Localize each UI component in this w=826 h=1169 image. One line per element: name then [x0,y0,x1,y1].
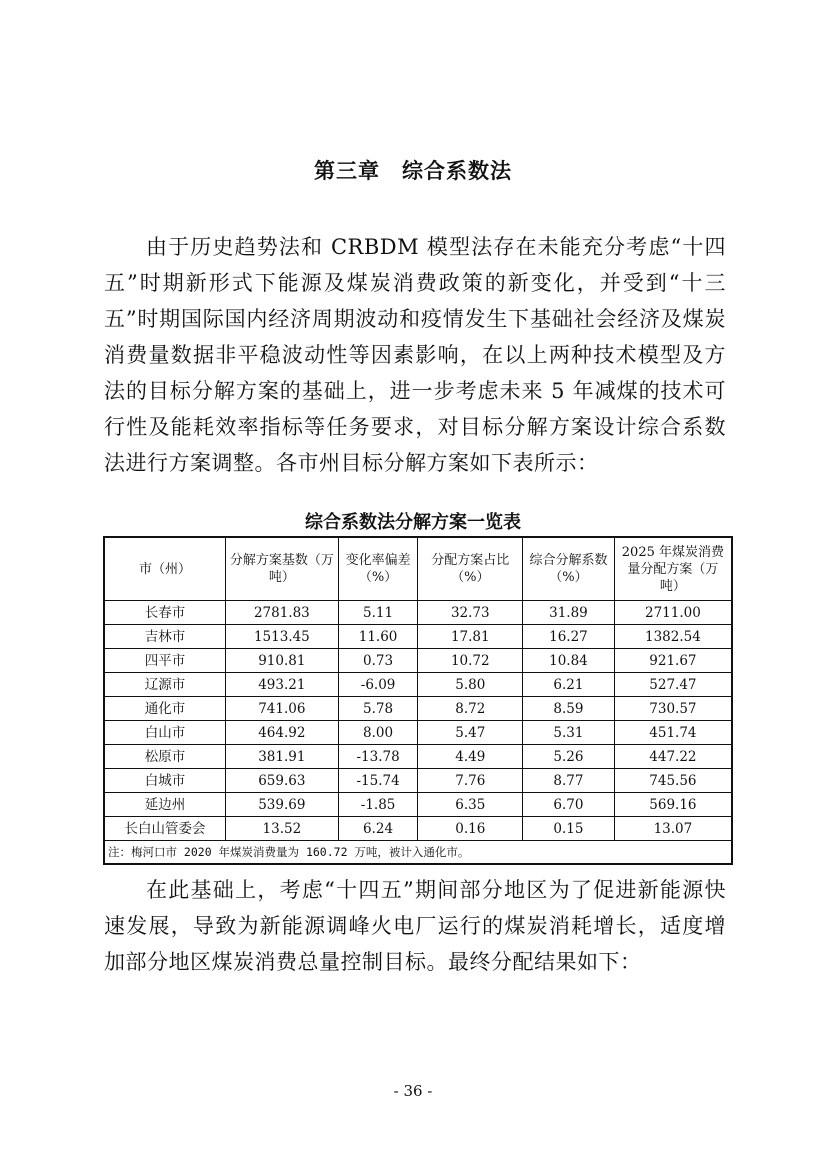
cell-allocation: 527.47 [614,673,732,697]
cell-coefficient: 16.27 [523,625,615,649]
cell-base: 2781.83 [226,601,339,625]
cell-share: 5.80 [418,673,523,697]
conclusion-paragraph: 在此基础上，考虑“十四五”期间部分地区为了促进新能源快速发展，导致为新能源调峰火电厂运行的煤炭消耗增长，适度增加部分地区煤炭消费总量控制目标。最终分配结果如下： [104,878,726,974]
table-row [104,673,732,697]
cell-share: 6.35 [418,793,523,817]
cell-city: 吉林市 [104,625,226,649]
cell-deviation: 8.00 [338,721,418,745]
cell-allocation: 921.67 [614,649,732,673]
cell-deviation: 5.78 [338,697,418,721]
cell-share: 32.73 [418,601,523,625]
cell-base: 493.21 [226,673,339,697]
cell-city: 辽源市 [104,673,226,697]
cell-city: 长白山管委会 [104,817,226,841]
table-row [104,721,732,745]
cell-coefficient: 8.77 [523,769,615,793]
page-number: - 36 - [393,1082,433,1100]
table-note: 注：梅河口市 2020 年煤炭消费量为 160.72 万吨，被计入通化市。 [104,841,732,865]
cell-base: 741.06 [226,697,339,721]
table-row [104,745,732,769]
cell-deviation: -1.85 [338,793,418,817]
cell-deviation: -13.78 [338,745,418,769]
table-row [104,625,732,649]
cell-allocation: 745.56 [614,769,732,793]
header-city: 市（州） [104,537,226,601]
cell-city: 白城市 [104,769,226,793]
cell-coefficient: 10.84 [523,649,615,673]
cell-share: 7.76 [418,769,523,793]
distribution-table [103,536,733,865]
table-row [104,649,732,673]
cell-allocation: 13.07 [614,817,732,841]
cell-base: 13.52 [226,817,339,841]
header-coefficient: 综合分解系数（%） [523,537,615,601]
cell-coefficient: 5.26 [523,745,615,769]
cell-city: 松原市 [104,745,226,769]
cell-base: 464.92 [226,721,339,745]
cell-coefficient: 8.59 [523,697,615,721]
cell-allocation: 2711.00 [614,601,732,625]
cell-deviation: -15.74 [338,769,418,793]
cell-share: 8.72 [418,697,523,721]
cell-coefficient: 6.70 [523,793,615,817]
cell-deviation: 5.11 [338,601,418,625]
cell-city: 通化市 [104,697,226,721]
cell-coefficient: 5.31 [523,721,615,745]
cell-coefficient: 31.89 [523,601,615,625]
cell-coefficient: 6.21 [523,673,615,697]
table-row [104,817,732,841]
cell-base: 910.81 [226,649,339,673]
table-row [104,601,732,625]
cell-city: 长春市 [104,601,226,625]
cell-city: 四平市 [104,649,226,673]
cell-share: 5.47 [418,721,523,745]
cell-base: 659.63 [226,769,339,793]
cell-share: 10.72 [418,649,523,673]
cell-deviation: 6.24 [338,817,418,841]
cell-city: 延边州 [104,793,226,817]
cell-city: 白山市 [104,721,226,745]
cell-allocation: 569.16 [614,793,732,817]
cell-deviation: 11.60 [338,625,418,649]
cell-share: 0.16 [418,817,523,841]
intro-paragraph: 由于历史趋势法和 CRBDM 模型法存在未能充分考虑“十四五”时期新形式下能源及煤炭消费政策的新变化，并受到“十三五”时期国际国内经济周期波动和疫情发生下基础社会经济及煤炭消费量数据非平稳波动性等因素影响，在以上两种技术模型及方法的目标分解方案的基础上，进一步考虑未来 5 年减煤的技术可行性及能耗效率指标等任务要求，对目标分解方案设计综合系数法进行方案调整。各市州目标分解方案如下表所示： [104,235,726,475]
cell-deviation: 0.73 [338,649,418,673]
table-header-row [104,537,732,601]
cell-share: 4.49 [418,745,523,769]
table-row [104,769,732,793]
cell-share: 17.81 [418,625,523,649]
cell-base: 381.91 [226,745,339,769]
cell-allocation: 730.57 [614,697,732,721]
header-deviation: 变化率偏差（%） [338,537,418,601]
cell-base: 1513.45 [226,625,339,649]
cell-allocation: 447.22 [614,745,732,769]
cell-allocation: 451.74 [614,721,732,745]
cell-coefficient: 0.15 [523,817,615,841]
table-row [104,793,732,817]
table-row [104,697,732,721]
header-share: 分配方案占比（%） [418,537,523,601]
header-base: 分解方案基数（万吨） [226,537,339,601]
chapter-heading: 第三章 综合系数法 [314,159,512,183]
table-title: 综合系数法分解方案一览表 [305,512,521,533]
cell-base: 539.69 [226,793,339,817]
cell-allocation: 1382.54 [614,625,732,649]
cell-deviation: -6.09 [338,673,418,697]
header-allocation-2025: 2025 年煤炭消费量分配方案（万吨） [614,537,732,601]
